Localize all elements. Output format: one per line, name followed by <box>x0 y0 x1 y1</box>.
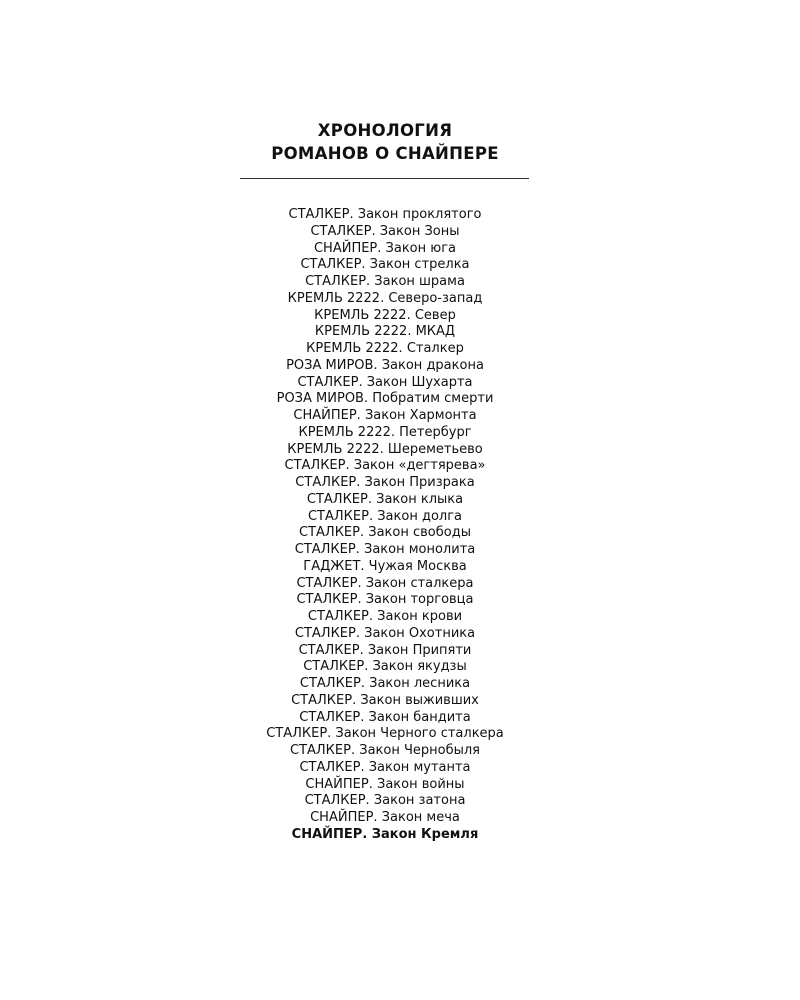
list-item: СТАЛКЕР. Закон крови <box>307 609 463 624</box>
list-item: СТАЛКЕР. Закон торговца <box>296 592 474 608</box>
list-item: СТАЛКЕР. Закон стрелка <box>300 257 470 273</box>
list-item: СТАЛКЕР. Закон якудзы <box>303 659 467 675</box>
list-item: РОЗА МИРОВ. Побратим смерти <box>276 391 494 407</box>
novel-list <box>0 207 770 844</box>
list-item: СТАЛКЕР. Закон затона <box>304 793 466 809</box>
list-item: СТАЛКЕР. Закон выживших <box>291 692 479 708</box>
list-item: КРЕМЛЬ 2222. Петербург <box>298 424 472 440</box>
list-item: ГАДЖЕТ. Чужая Москва <box>303 558 467 574</box>
list-item: СТАЛКЕР. Закон Черного сталкера <box>266 726 504 742</box>
list-item: СТАЛКЕР. Закон Зоны <box>310 223 460 239</box>
list-item: КРЕМЛЬ 2222. Северо-запад <box>287 290 483 306</box>
list-item: КРЕМЛЬ 2222. Шереметьево <box>287 441 483 457</box>
list-item: СТАЛКЕР. Закон шрама <box>305 274 465 289</box>
list-item: СНАЙПЕР. Закон войны <box>305 776 465 792</box>
list-item: СНАЙПЕР. Закон меча <box>310 810 460 825</box>
list-item: СНАЙПЕР. Закон Хармонта <box>293 408 477 423</box>
list-item: РОЗА МИРОВ. Закон дракона <box>286 357 484 373</box>
list-item: СТАЛКЕР. Закон Шухарта <box>297 374 473 390</box>
list-item: СТАЛКЕР. Закон проклятого <box>288 207 482 222</box>
list-item: СТАЛКЕР. Закон бандита <box>299 709 471 725</box>
list-item: КРЕМЛЬ 2222. МКАД <box>314 324 456 340</box>
page-title-line-2: РОМАНОВ О СНАЙПЕРЕ <box>271 144 499 163</box>
list-item: СТАЛКЕР. Закон клыка <box>306 491 464 507</box>
list-item: КРЕМЛЬ 2222. Север <box>314 307 456 323</box>
title-divider <box>240 178 529 179</box>
page-title-line-1: ХРОНОЛОГИЯ <box>317 121 453 140</box>
list-item: СТАЛКЕР. Закон Охотника <box>294 625 476 641</box>
list-item: СНАЙПЕР. Закон юга <box>313 240 457 256</box>
list-item: СТАЛКЕР. Закон долга <box>307 508 463 524</box>
list-item: СТАЛКЕР. Закон Припяти <box>298 642 472 658</box>
list-item: СТАЛКЕР. Закон монолита <box>294 542 476 557</box>
list-item: СТАЛКЕР. Закон мутанта <box>299 759 471 775</box>
list-item: СТАЛКЕР. Закон лесника <box>299 676 471 691</box>
list-item: СТАЛКЕР. Закон Чернобыля <box>290 743 480 758</box>
list-item: СТАЛКЕР. Закон Призрака <box>295 475 475 490</box>
list-item: КРЕМЛЬ 2222. Сталкер <box>306 341 464 356</box>
list-item: СТАЛКЕР. Закон сталкера <box>296 575 474 591</box>
list-item: СТАЛКЕР. Закон свободы <box>299 525 471 541</box>
list-item: СНАЙПЕР. Закон Кремля <box>291 826 479 842</box>
list-item: СТАЛКЕР. Закон «дегтярева» <box>284 458 486 474</box>
